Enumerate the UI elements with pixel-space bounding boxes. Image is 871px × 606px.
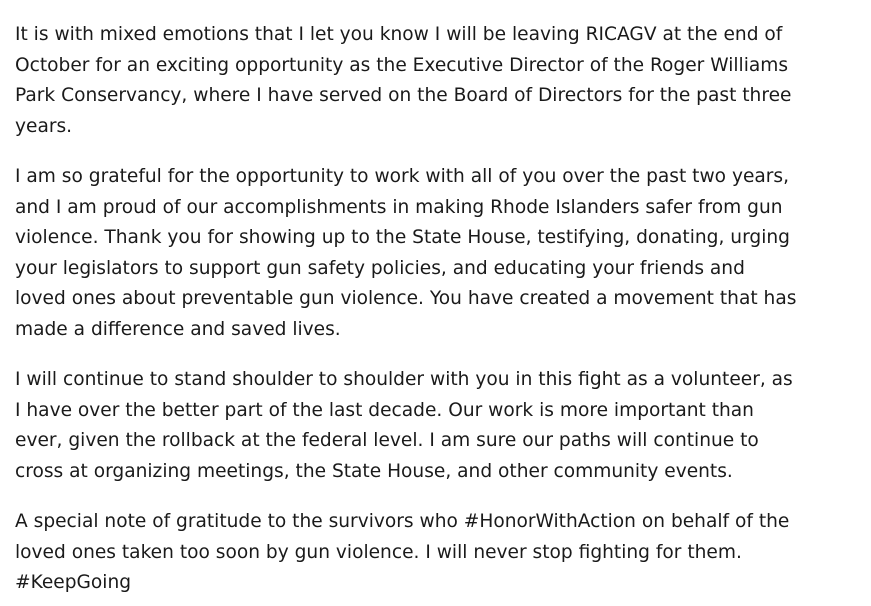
text-line: and I am proud of our accomplishments in making Rhode Islanders safer from gun [15, 196, 783, 218]
text-line: I am so grateful for the opportunity to work with all of you over the past two years, [15, 166, 790, 187]
paragraph-gratitude [15, 162, 871, 345]
text-line: ever, given the rollback at the federal level. I am sure our paths will continue to [15, 430, 759, 451]
text-line: made a difference and saved lives. [15, 318, 341, 340]
text-line: your legislators to support gun safety policies, and educating your friends and [15, 257, 745, 279]
text-line: Park Conservancy, where I have served on the Board of Directors for the past three [15, 85, 792, 106]
text-line: violence. Thank you for showing up to the State House, testifying, donating, urging [15, 227, 790, 248]
paragraph-volunteer [15, 365, 871, 487]
paragraph-announcement [15, 20, 871, 142]
text-line: A special note of gratitude to the survivors who #HonorWithAction on behalf of the [15, 511, 790, 532]
text-line: cross at organizing meetings, the State House, and other community events. [15, 460, 733, 482]
text-line: loved ones taken too soon by gun violence. I will never stop fighting for them. [15, 541, 742, 563]
paragraph-survivors-note [15, 507, 871, 599]
text-line: I have over the better part of the last decade. Our work is more important than [15, 399, 754, 421]
text-line: It is with mixed emotions that I let you know I will be leaving RICAGV at the end of [15, 24, 783, 45]
hashtag-keepgoing: #KeepGoing [15, 572, 132, 593]
letter-body [15, 20, 871, 599]
text-line: years. [15, 115, 73, 137]
text-line: October for an exciting opportunity as the Executive Director of the Roger Williams [15, 54, 789, 76]
text-line: loved ones about preventable gun violence. You have created a movement that has [15, 288, 797, 309]
text-line: I will continue to stand shoulder to shoulder with you in this fight as a volunteer, as [15, 369, 793, 390]
